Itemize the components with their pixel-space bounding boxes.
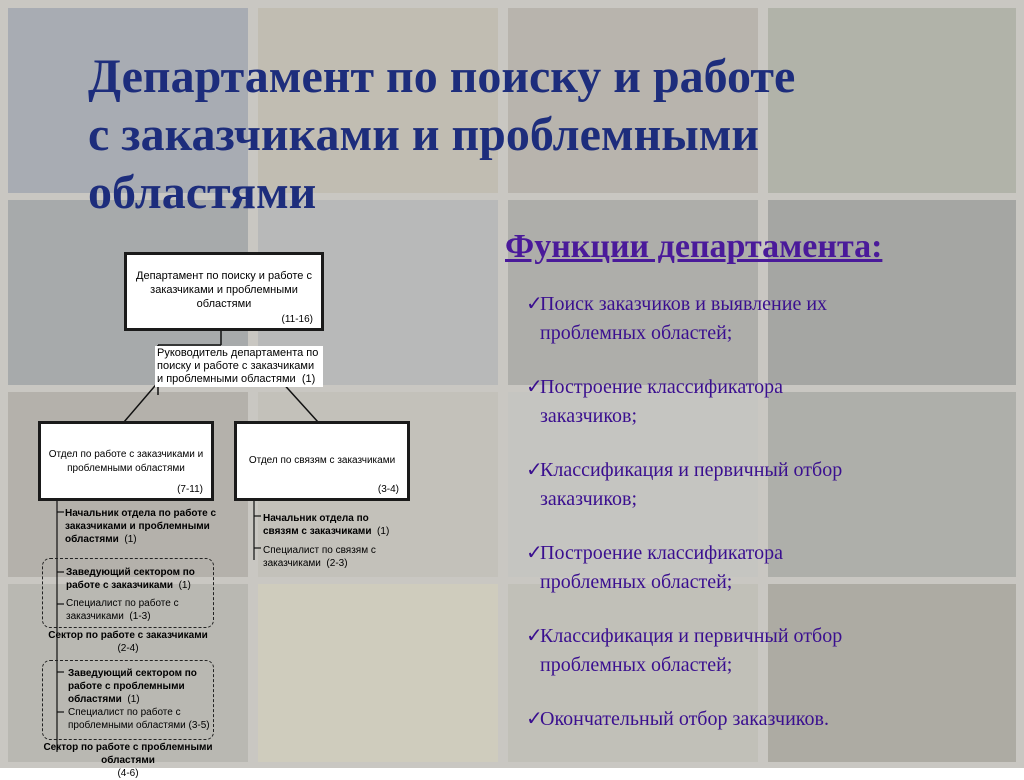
box-text: Отдел по работе с заказчиками и проблемными областями xyxy=(48,449,204,474)
check-icon: ✓ xyxy=(526,459,543,481)
org-label-sector1-spec: Специалист по работе с заказчиками (1-3) xyxy=(66,598,179,622)
box-text: Отдел по связям с заказчиками xyxy=(248,455,396,466)
box-count: (3-4) xyxy=(377,484,399,495)
org-label-dept1-head: Начальник отдела по работе с заказчиками и проблемными областями (1) xyxy=(65,508,217,545)
box-count: (7-11) xyxy=(177,484,203,495)
org-box-department xyxy=(124,252,324,331)
function-text: Поиск заказчиков и выявление их проблемных областей; xyxy=(540,293,828,344)
check-icon: ✓ xyxy=(526,708,543,730)
org-box-dept-customers xyxy=(38,421,214,501)
title-line: с заказчиками и проблемными xyxy=(88,108,760,161)
org-label-sector2-spec: Специалист по работе с проблемными областями (3-5) xyxy=(68,707,210,731)
function-text: Окончательный отбор заказчиков. xyxy=(540,708,829,730)
title-line: Департамент по поиску и работе xyxy=(88,50,796,103)
org-label-dept2-spec: Специалист по связям с заказчиками (2-3) xyxy=(263,545,376,569)
functions-heading: Функции департамента: xyxy=(505,228,883,265)
function-text: Классификация и первичный отбор проблемных областей; xyxy=(540,625,843,676)
function-text: Построение классификатора проблемных областей; xyxy=(540,542,784,593)
function-text: Классификация и первичный отбор заказчиков; xyxy=(540,459,843,510)
org-label-dept2-head: Начальник отдела по связям с заказчиками (1) xyxy=(263,513,390,537)
title-line: областями xyxy=(88,166,317,219)
check-icon: ✓ xyxy=(526,542,543,564)
org-label-sector1-head: Заведующий сектором по работе с заказчиками (1) xyxy=(66,567,195,591)
function-text: Построение классификатора заказчиков; xyxy=(540,376,784,427)
org-label-sector2-head: Заведующий сектором по работе с проблемными областями (1) xyxy=(68,668,197,705)
org-label-sector1: Сектор по работе с заказчиками (2-4) xyxy=(48,630,208,654)
check-icon: ✓ xyxy=(526,625,543,647)
org-label-sector2: Сектор по работе с проблемными областями (4-6) xyxy=(43,742,213,779)
box-text: Департамент по поиску и работе с заказчиками и проблемными областями xyxy=(136,270,312,310)
org-label-head: Руководитель департамента по поиску и работе с заказчиками и проблемными областями (1) xyxy=(155,346,323,387)
check-icon: ✓ xyxy=(526,293,543,315)
box-count: (11-16) xyxy=(281,314,313,325)
org-box-dept-relations xyxy=(234,421,410,501)
check-icon: ✓ xyxy=(526,376,543,398)
